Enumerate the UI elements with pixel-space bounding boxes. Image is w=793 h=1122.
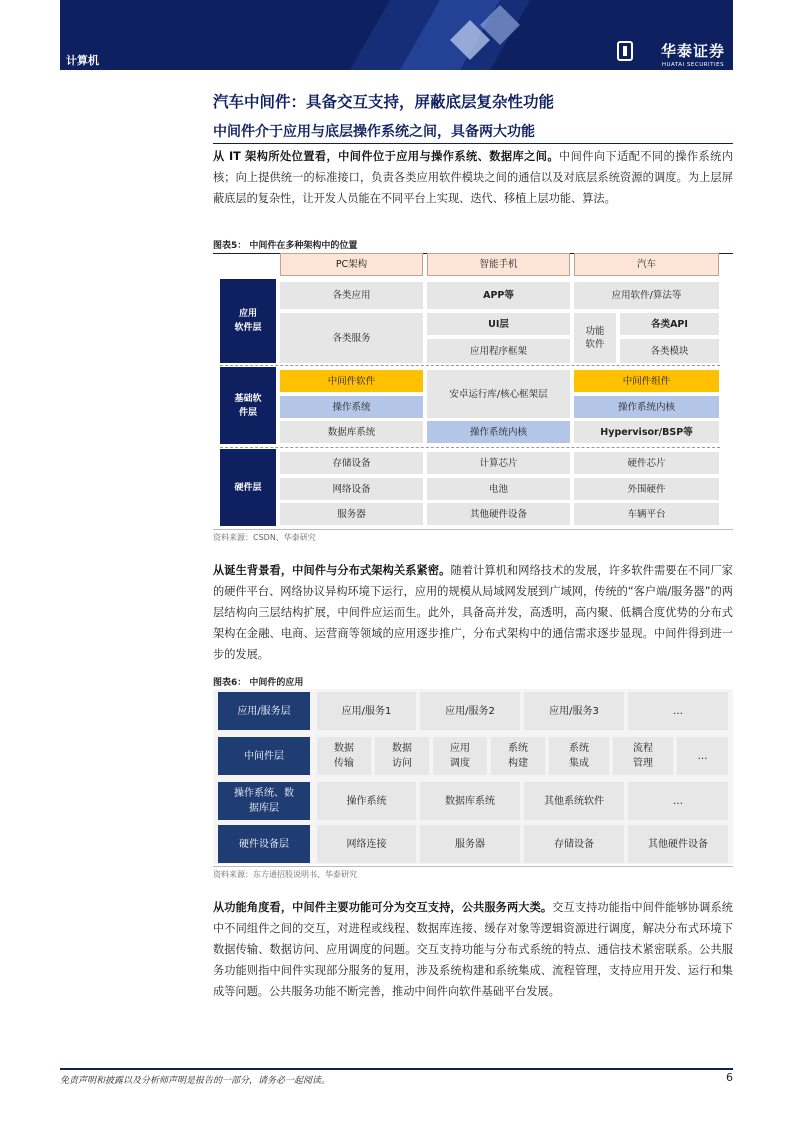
brand-name-cn: 华泰证券	[660, 42, 725, 60]
paragraph-1-body: 中间件向下适配不同的操作系统内核；向上提供统一的标准接口，负责各类应用软件模块之间的通信以及对底层系统资源的调度。为上层屏蔽底层的复杂性，让开发人员能在不同平台上实现、迭代、移植上层功能、算法。	[213, 150, 733, 205]
pc-middleware: 中间件软件	[280, 370, 423, 392]
paragraph-2-body: 随着计算机和网络技术的发展，许多软件需要在不同厂家的硬件平台、网络协议异构环境下运行，应用的规模从局域网发展到广域网，传统的“客户端/服务器”的两层结构向三层结构扩展，中间件应运而生。此外，具备高并发，高透明，高内聚、低耦合度优势的分布式架构在金融、电商、运营商等领域的应用逐步推广，分布式架构中的通信需求逐步显现。中间件得到进一步的发展。	[213, 564, 733, 661]
car-os-kernel: 操作系统内核	[574, 396, 719, 418]
brand	[661, 40, 725, 68]
brand-name-en: HUATAI SECURITIES	[661, 62, 725, 68]
figure-6-title: 图表6： 中间件的应用	[213, 675, 733, 691]
fig6-os: 操作系统	[317, 782, 416, 820]
fig6-database: 数据库系统	[420, 782, 520, 820]
phone-apps: APP等	[427, 282, 570, 309]
phone-app-framework: 应用程序框架	[427, 339, 570, 363]
fig6-app-service-3: 应用/服务3	[524, 692, 624, 730]
car-chip: 硬件芯片	[574, 452, 719, 474]
page-number: 6	[726, 1071, 733, 1084]
fig6-row-label-hardware: 硬件设备层	[218, 825, 310, 863]
fig6-other-system-software: 其他系统软件	[524, 782, 624, 820]
footer-divider	[60, 1068, 733, 1070]
section-label: 计算机	[66, 54, 99, 67]
car-middleware: 中间件组件	[574, 370, 719, 392]
car-hypervisor: Hypervisor/BSP等	[574, 421, 719, 443]
pc-os: 操作系统	[280, 396, 423, 418]
page-heading: 汽车中间件：具备交互支持，屏蔽底层复杂性功能	[213, 93, 555, 111]
column-header-pc: PC架构	[280, 253, 423, 276]
fig6-storage: 存储设备	[524, 825, 624, 863]
car-modules: 各类模块	[620, 339, 719, 363]
header-banner	[60, 0, 733, 70]
fig6-row-label-app: 应用/服务层	[218, 692, 310, 730]
car-function-software: 功能 软件	[574, 313, 616, 363]
fig6-app-service-1: 应用/服务1	[317, 692, 416, 730]
fig6-middleware-ellipsis: …	[677, 737, 728, 775]
car-vehicle-platform: 车辆平台	[574, 503, 719, 525]
fig6-app-scheduling: 应用 调度	[433, 737, 487, 775]
phone-ui-layer: UI层	[427, 313, 570, 335]
phone-os-kernel: 操作系统内核	[427, 421, 570, 443]
phone-android-runtime: 安卓运行库/核心框架层	[427, 370, 570, 418]
heading-divider	[213, 143, 733, 144]
pc-storage: 存储设备	[280, 452, 423, 474]
huatai-logo-icon	[617, 40, 633, 62]
paragraph-2	[213, 560, 733, 665]
row-label-base-layer: 基础软 件层	[220, 367, 276, 444]
fig6-server: 服务器	[420, 825, 520, 863]
phone-chip: 计算芯片	[427, 452, 570, 474]
fig6-data-access: 数据 访问	[375, 737, 429, 775]
fig6-other-hardware: 其他硬件设备	[628, 825, 728, 863]
layer-divider	[220, 447, 720, 448]
fig6-row-label-middleware: 中间件层	[218, 737, 310, 775]
layer-divider	[220, 365, 720, 366]
pc-apps: 各类应用	[280, 282, 423, 309]
car-api: 各类API	[620, 313, 719, 335]
figure-5-source: 资料来源：CSDN、华泰研究	[213, 529, 733, 543]
figure-5-title: 图表5： 中间件在多种架构中的位置	[213, 238, 733, 254]
fig6-app-ellipsis: …	[628, 692, 728, 730]
fig6-os-ellipsis: …	[628, 782, 728, 820]
fig6-data-transfer: 数据 传输	[317, 737, 371, 775]
pc-network: 网络设备	[280, 478, 423, 500]
pc-server: 服务器	[280, 503, 423, 525]
fig6-process-management: 流程 管理	[613, 737, 673, 775]
column-header-phone: 智能手机	[427, 253, 570, 276]
pc-database: 数据库系统	[280, 421, 423, 443]
paragraph-3	[213, 897, 733, 1002]
car-app-software: 应用软件/算法等	[574, 282, 719, 309]
page-subheading: 中间件介于应用与底层操作系统之间，具备两大功能	[213, 124, 535, 140]
phone-other-hardware: 其他硬件设备	[427, 503, 570, 525]
paragraph-3-lead: 从功能角度看，中间件主要功能可分为交互支持，公共服务两大类。	[213, 901, 553, 914]
fig6-row-label-os-db: 操作系统、数 据库层	[218, 782, 310, 820]
row-label-hardware-layer: 硬件层	[220, 449, 276, 526]
fig6-network: 网络连接	[317, 825, 416, 863]
row-label-app-layer: 应用 软件层	[220, 279, 276, 363]
footer-disclaimer: 免责声明和披露以及分析师声明是报告的一部分，请务必一起阅读。	[60, 1076, 331, 1086]
paragraph-3-body: 交互支持功能指中间件能够协调系统中不同组件之间的交互，对进程或线程、数据库连接、缓存对象等逻辑资源进行调度，解决分布式环境下数据传输、数据访问、应用调度的问题。交互支持功能与分布式系统的特点、通信技术紧密联系。公共服务功能则指中间件实现部分服务的复用，涉及系统构建和系统集成、流程管理，支持应用开发、运行和集成等问题。公共服务功能不断完善，推动中间件向软件基础平台发展。	[213, 901, 733, 998]
phone-battery: 电池	[427, 478, 570, 500]
paragraph-1-lead: 从 IT 架构所处位置看，中间件位于应用与操作系统、数据库之间。	[213, 150, 560, 163]
paragraph-2-lead: 从诞生背景看，中间件与分布式架构关系紧密。	[213, 564, 451, 577]
column-header-car: 汽车	[574, 253, 719, 276]
fig6-system-build: 系统 构建	[491, 737, 545, 775]
figure-6-source: 资料来源：东方通招股说明书、华泰研究	[213, 866, 733, 880]
paragraph-1	[213, 146, 733, 209]
pc-services: 各类服务	[280, 313, 423, 363]
car-peripheral: 外围硬件	[574, 478, 719, 500]
fig6-app-service-2: 应用/服务2	[420, 692, 520, 730]
fig6-system-integration: 系统 集成	[549, 737, 609, 775]
